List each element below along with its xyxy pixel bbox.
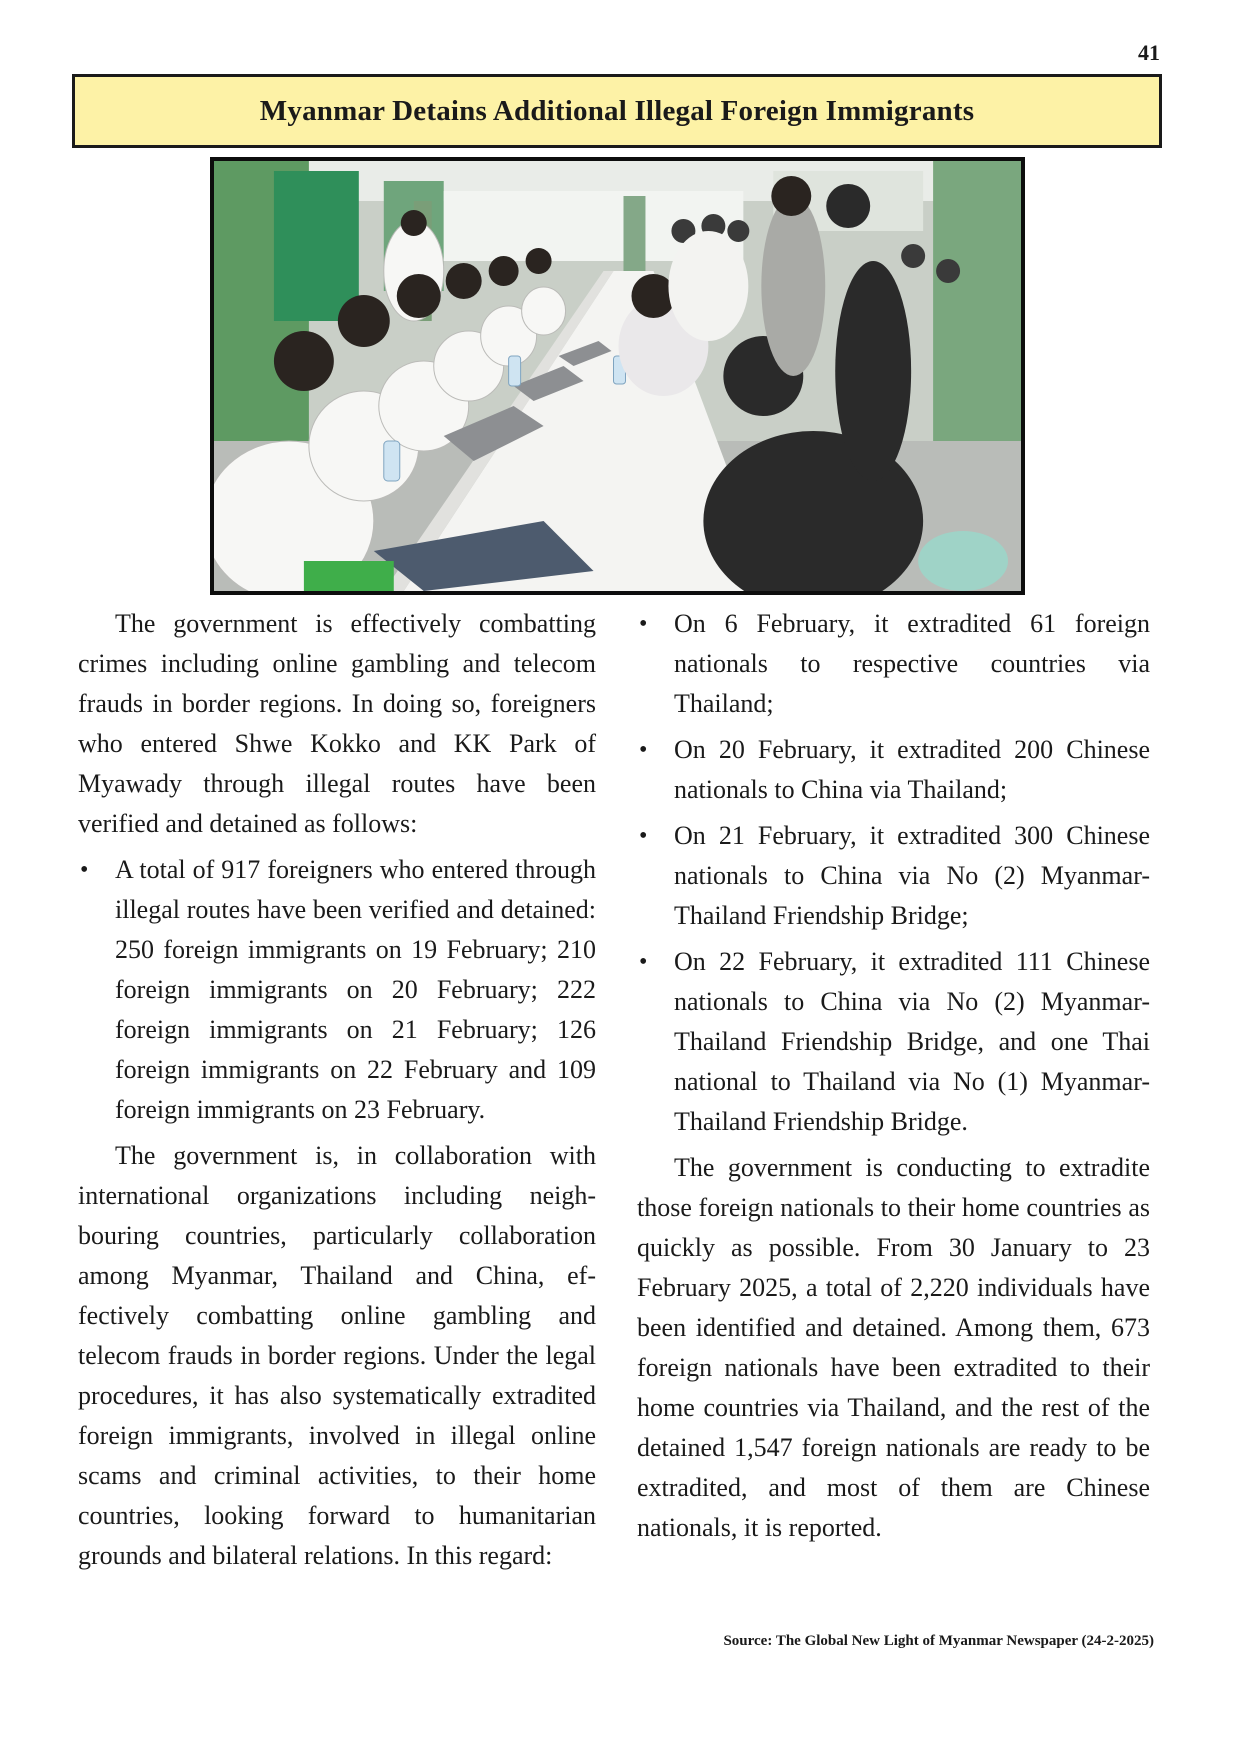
intro-paragraph: The government is effectively combatting crimes including online gambling and telecom frauds in border regions. In doing so, foreigners who entered Shwe Kokko and KK Park of Myawady through illegal routes have been verified and detained as follows: xyxy=(78,609,596,838)
list-item: • On 21 February, it extradited 300 Chinese nationals to China via No (2) Myanmar-Thailand Friendship Bridge; xyxy=(637,816,1150,936)
list-item: • On 22 February, it extradited 111 Chinese nationals to China via No (2) Myanmar-Thailand Friendship Bridge, and one Thai national to Thailand via No (1) Myanmar-Thailand Friendship Bridge. xyxy=(637,942,1150,1142)
source-citation: Source: The Global New Light of Myanmar Newspaper (24-2-2025) xyxy=(723,1633,1154,1649)
article-photo xyxy=(210,157,1025,595)
list-item: • On 6 February, it extradited 61 foreign nationals to respective countries via Thailand; xyxy=(637,604,1150,724)
photo-illustration xyxy=(214,161,1021,591)
extradition-list xyxy=(637,604,1150,1142)
list-item: • On 20 February, it extradited 200 Chinese nationals to China via Thailand; xyxy=(637,730,1150,810)
page-number: 41 xyxy=(1138,40,1160,65)
closing-paragraph: The government is conducting to extradite those foreign nationals to their home countries as quickly as possible. From 30 January to 23 February 2025, a total of 2,220 individuals have been identified and detained. Among them, 673 foreign nationals have been extradited to their home countries via Thailand, and the rest of the detained 1,547 foreign nationals are ready to be extradited, and most of them are Chinese nationals, it is reported. xyxy=(637,1153,1150,1542)
detention-list xyxy=(78,850,596,1130)
list-item: • A total of 917 foreigners who entered through illegal routes have been verified and detained: 250 foreign immigrants on 19 February; 210 foreign immigrants on 20 February; 222 foreign immigrants on 21 February; 126 foreign immigrants on 22 February and 109 foreign immigrants on 23 February. xyxy=(78,850,596,1130)
left-column xyxy=(78,604,596,1582)
right-column xyxy=(637,604,1150,1554)
title-box xyxy=(72,74,1162,148)
collaboration-paragraph: The government is, in collaboration with international organizations including neighbouring countries, particularly collaboration among Myanmar, Thailand and China, effectively combatting online gambling and telecom frauds in border regions. Under the legal procedures, it has also systematically extradited foreign immigrants, involved in illegal online scams and criminal activities, to their home countries, looking forward to humanitarian grounds and bilateral relations. In this regard: xyxy=(78,1141,596,1570)
article-title: Myanmar Detains Additional Illegal Foreign Immigrants xyxy=(259,94,975,127)
